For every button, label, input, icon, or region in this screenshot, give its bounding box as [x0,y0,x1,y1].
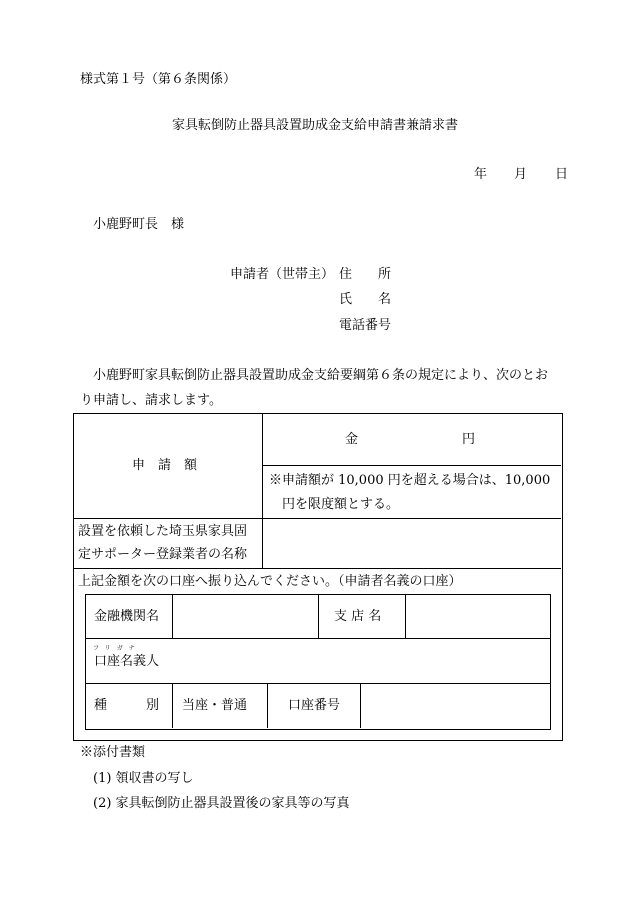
date-year-label: 年 [474,167,488,182]
applicant-address-label: 住 所 [339,267,392,282]
attachment-item-1: (1) 領収書の写し [93,771,194,786]
applicant-label: 申請者（世帯主） [230,267,335,282]
installer-label-line2: 定サポーター登録業者の名称 [78,547,248,562]
bank-institution-label: 金融機関名 [94,609,160,624]
account-holder-label [93,645,160,670]
applicant-phone-label: 電話番号 [339,318,392,333]
body-text-line1: 小鹿野町家具転倒防止器具設置助成金支給要綱第６条の規定により、次のとお [93,368,549,383]
amount-yen-prefix: 金 [345,432,359,447]
form-number: 様式第１号（第６条関係） [80,72,237,87]
applicant-name-label: 氏 名 [339,292,392,307]
form-title: 家具転倒防止器具設置助成金支給申請書兼請求書 [172,118,459,133]
amount-row-divider [262,465,561,466]
account-type-label: 種 別 [94,698,160,713]
installer-name-field[interactable] [263,519,560,568]
account-number-field[interactable] [361,684,548,727]
date-day-label: 日 [555,167,569,182]
account-type-value: 当座・普通 [182,698,248,713]
bank-branch-label: 支 店 名 [334,609,382,624]
amount-note-line2: 円を限度額とする。 [282,497,400,512]
attachments-header: ※添付書類 [80,745,146,760]
bank-intro: 上記金額を次の口座へ振り込んでください。（申請者名義の口座） [78,574,462,589]
account-holder-furigana: フリガナ [93,645,141,652]
bank-col-divider-1b [172,683,173,728]
amount-label: 申 請 額 [132,458,198,473]
bank-branch-field[interactable] [406,595,548,638]
bank-col-divider-2 [318,594,319,639]
body-text-line2: り申請し、請求します。 [80,393,222,408]
date-month-label: 月 [514,167,528,182]
bank-col-divider-4 [267,683,268,728]
bank-row-top [73,568,561,569]
amount-yen-suffix: 円 [462,432,476,447]
attachment-item-2: (2) 家具転倒防止器具設置後の家具等の写真 [93,796,350,811]
account-holder-text: 口座名義人 [94,654,160,669]
account-number-label: 口座番号 [288,698,341,713]
account-holder-field[interactable] [173,639,548,682]
installer-label-line1: 設置を依頼した埼玉県家具固 [78,524,248,539]
amount-note-line1: ※申請額が 10,000 円を超える場合は、10,000 [269,473,551,488]
recipient: 小鹿野町長 様 [93,217,185,232]
bank-institution-field[interactable] [173,595,317,638]
